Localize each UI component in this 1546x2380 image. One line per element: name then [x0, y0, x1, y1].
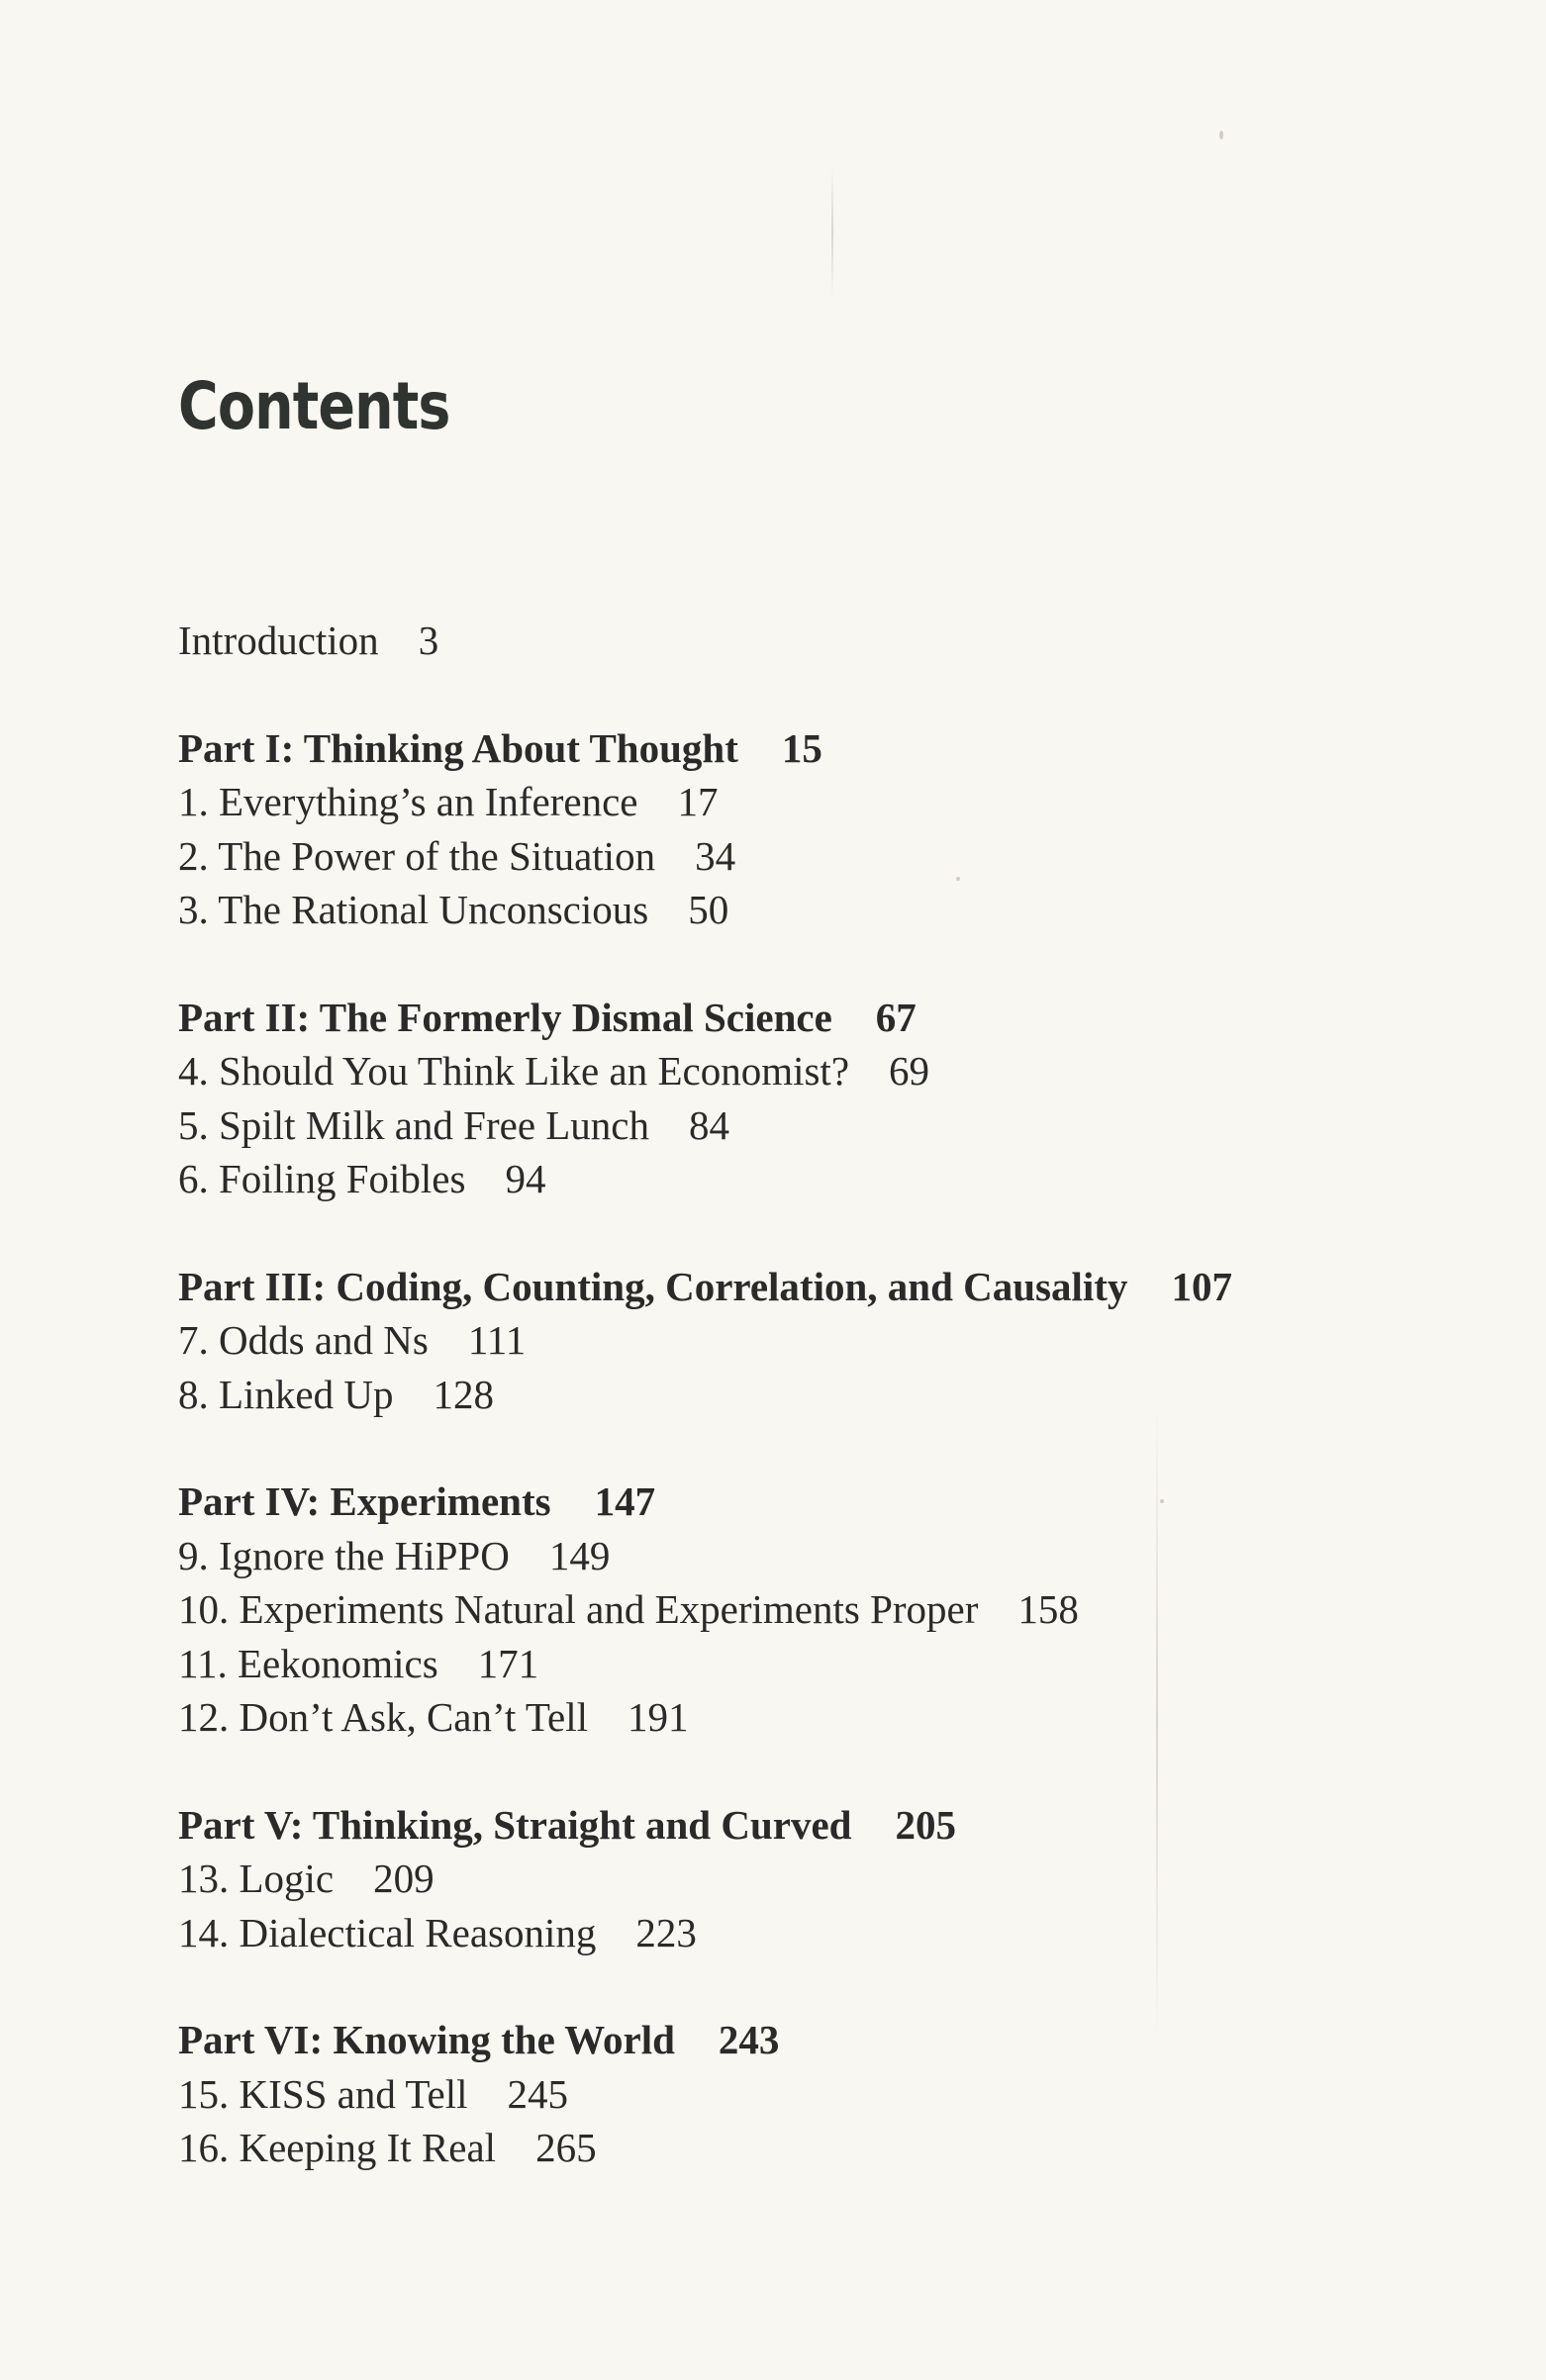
toc-entry-page: 84: [689, 1101, 730, 1148]
toc-entry-label: 13. Logic: [178, 1856, 335, 1901]
toc-entry-label: Part V: Thinking, Straight and Curved: [178, 1801, 852, 1848]
toc-entry-page: 34: [695, 832, 736, 879]
toc-entry: [178, 1582, 1366, 1637]
toc-part-heading: [178, 1260, 1366, 1314]
toc-entry: [178, 1313, 1366, 1368]
toc-part-heading: [178, 1798, 1366, 1853]
toc-entry-label: 8. Linked Up: [178, 1371, 394, 1417]
toc-entry-page: 209: [373, 1856, 435, 1901]
toc-entry-label: 14. Dialectical Reasoning: [178, 1909, 597, 1955]
toc-entry-page: 107: [1171, 1263, 1232, 1309]
toc-entry-label: 9. Ignore the HiPPO: [178, 1532, 510, 1578]
toc-entry: [178, 1852, 1366, 1906]
toc-entry-page: 128: [433, 1371, 494, 1417]
toc-entry-page: 147: [594, 1478, 656, 1524]
toc-entry-page: 171: [477, 1640, 539, 1686]
toc-entry-label: Part III: Coding, Counting, Correlation, and Causality: [178, 1263, 1128, 1309]
toc-entry: [178, 2121, 1366, 2175]
toc-entry: [178, 883, 1366, 937]
toc-entry: [178, 1044, 1366, 1098]
toc-entry-label: 5. Spilt Milk and Free Lunch: [178, 1101, 650, 1148]
toc-entry-label: Part II: The Formerly Dismal Science: [178, 994, 832, 1040]
toc-entry: [178, 1906, 1366, 1960]
toc-entry-page: 205: [895, 1801, 956, 1848]
page-title: Contents: [178, 368, 450, 444]
toc-entry-page: 50: [688, 887, 729, 932]
toc-part-heading: [178, 1475, 1366, 1529]
toc-entry-label: 10. Experiments Natural and Experiments Proper: [178, 1586, 979, 1632]
page-crease: [831, 168, 833, 297]
toc-entry-label: 3. The Rational Unconscious: [178, 887, 649, 932]
toc-part-heading: [178, 991, 1366, 1045]
toc-entry-page: 265: [535, 2125, 597, 2170]
toc-entry-page: 67: [875, 994, 917, 1040]
toc-entry: [178, 1368, 1366, 1422]
toc-entry: [178, 1529, 1366, 1583]
toc-entry: [178, 1690, 1366, 1745]
toc-entry-label: 2. The Power of the Situation: [178, 832, 656, 879]
toc-entry-page: 191: [627, 1694, 689, 1740]
toc-entry-label: Part VI: Knowing the World: [178, 2017, 675, 2062]
toc-entry-page: 111: [467, 1317, 527, 1363]
toc-entry-label: Part I: Thinking About Thought: [178, 724, 738, 771]
toc-entry-label: 1. Everything’s an Inference: [178, 779, 638, 824]
toc-entry: [178, 1637, 1366, 1691]
toc-entry-page: 3: [418, 618, 439, 663]
toc-entry-label: 6. Foiling Foibles: [178, 1156, 466, 1201]
toc-entry: [178, 614, 1366, 668]
toc-entry-label: 7. Odds and Ns: [178, 1317, 429, 1363]
toc-entry-label: 4. Should You Think Like an Economist?: [178, 1048, 850, 1094]
toc-entry-page: 243: [718, 2017, 780, 2062]
toc-entry-label: 11. Eekonomics: [178, 1640, 438, 1686]
toc-part-heading: [178, 721, 1366, 776]
toc-part-heading: [178, 2013, 1366, 2067]
toc-entry-page: 149: [548, 1532, 611, 1578]
table-of-contents: [178, 614, 1366, 2175]
toc-entry: [178, 2067, 1366, 2122]
toc-entry: [178, 1098, 1366, 1153]
toc-entry-page: 17: [677, 779, 719, 824]
toc-entry-page: 15: [781, 724, 822, 771]
toc-entry-page: 223: [635, 1909, 697, 1955]
toc-entry: [178, 1152, 1366, 1206]
toc-entry-label: 16. Keeping It Real: [178, 2125, 497, 2170]
toc-entry-label: 12. Don’t Ask, Can’t Tell: [178, 1694, 588, 1740]
toc-entry-label: Part IV: Experiments: [178, 1478, 551, 1524]
toc-entry-page: 69: [889, 1048, 930, 1094]
toc-entry: [178, 775, 1366, 829]
toc-entry-page: 158: [1017, 1586, 1079, 1632]
toc-entry-page: 245: [507, 2070, 568, 2117]
scan-speck: [1219, 131, 1223, 140]
toc-entry-page: 94: [505, 1156, 546, 1201]
toc-entry-label: 15. KISS and Tell: [178, 2070, 468, 2117]
toc-entry: [178, 829, 1366, 884]
toc-entry-label: Introduction: [178, 618, 379, 663]
